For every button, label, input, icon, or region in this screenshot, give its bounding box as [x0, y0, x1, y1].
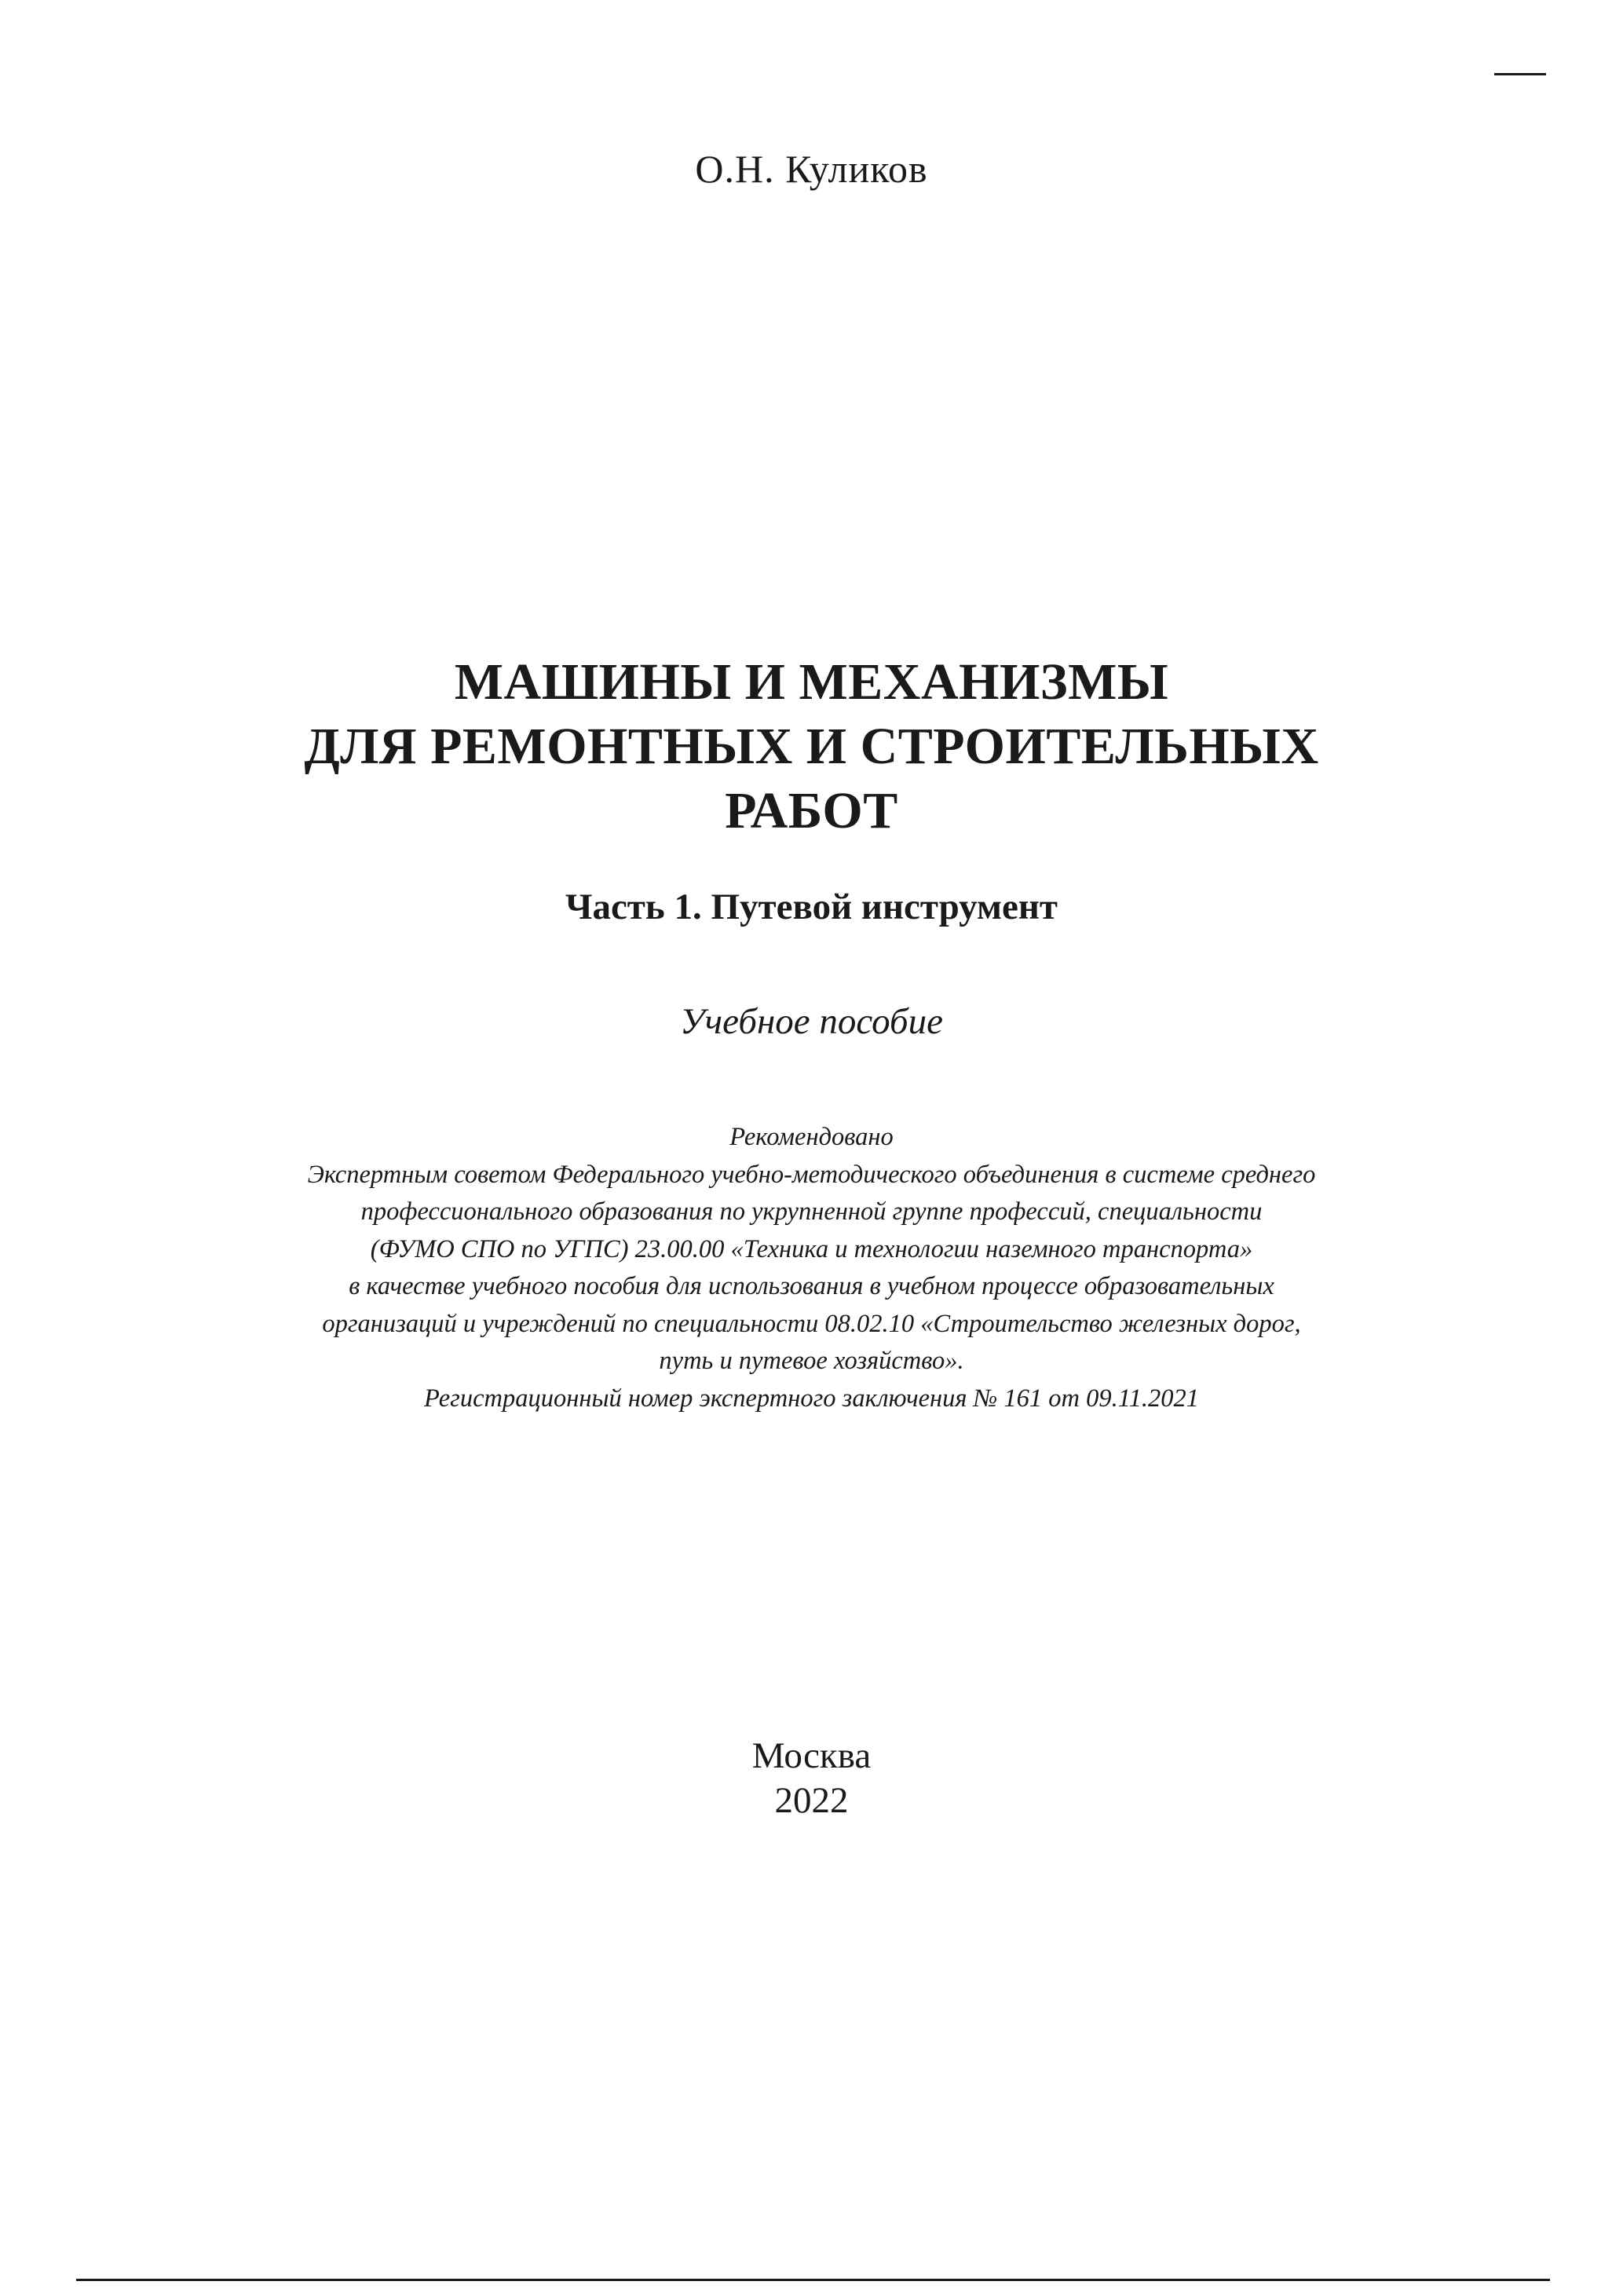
book-title-line: МАШИНЫ И МЕХАНИЗМЫ: [454, 653, 1169, 711]
recommendation-line: Регистрационный номер экспертного заключения № 161 от 09.11.2021: [424, 1384, 1199, 1413]
author-name: О.Н. Куликов: [695, 147, 928, 191]
recommendation-line: путь и путевое хозяйство».: [659, 1347, 964, 1375]
book-title-line: РАБОТ: [725, 782, 898, 839]
book-title-line: ДЛЯ РЕМОНТНЫХ И СТРОИТЕЛЬНЫХ: [304, 718, 1319, 775]
book-title: [0, 650, 1623, 843]
recommendation-line: Рекомендовано: [729, 1123, 894, 1151]
corner-dash: [1494, 73, 1546, 75]
recommendation-line: организаций и учреждений по специальности 08.02.10 «Строительство железных дорог,: [322, 1309, 1301, 1338]
recommendation-block: [0, 1119, 1623, 1417]
imprint-year: 2022: [774, 1780, 849, 1821]
bottom-rule: [76, 2279, 1550, 2281]
recommendation-line: Экспертным советом Федерального учебно-методического объединения в системе среднего: [307, 1160, 1316, 1189]
recommendation-line: в качестве учебного пособия для использования в учебном процессе образовательных: [349, 1272, 1274, 1300]
imprint-city: Москва: [751, 1735, 872, 1776]
recommendation-line: профессионального образования по укрупненной группе профессий, специальности: [360, 1197, 1263, 1226]
book-subtitle: Часть 1. Путевой инструмент: [565, 887, 1058, 927]
recommendation-line: (ФУМО СПО по УГПС) 23.00.00 «Техника и технологии наземного транспорта»: [370, 1234, 1253, 1263]
imprint: [0, 1734, 1623, 1823]
document-type: Учебное пособие: [680, 1001, 943, 1042]
